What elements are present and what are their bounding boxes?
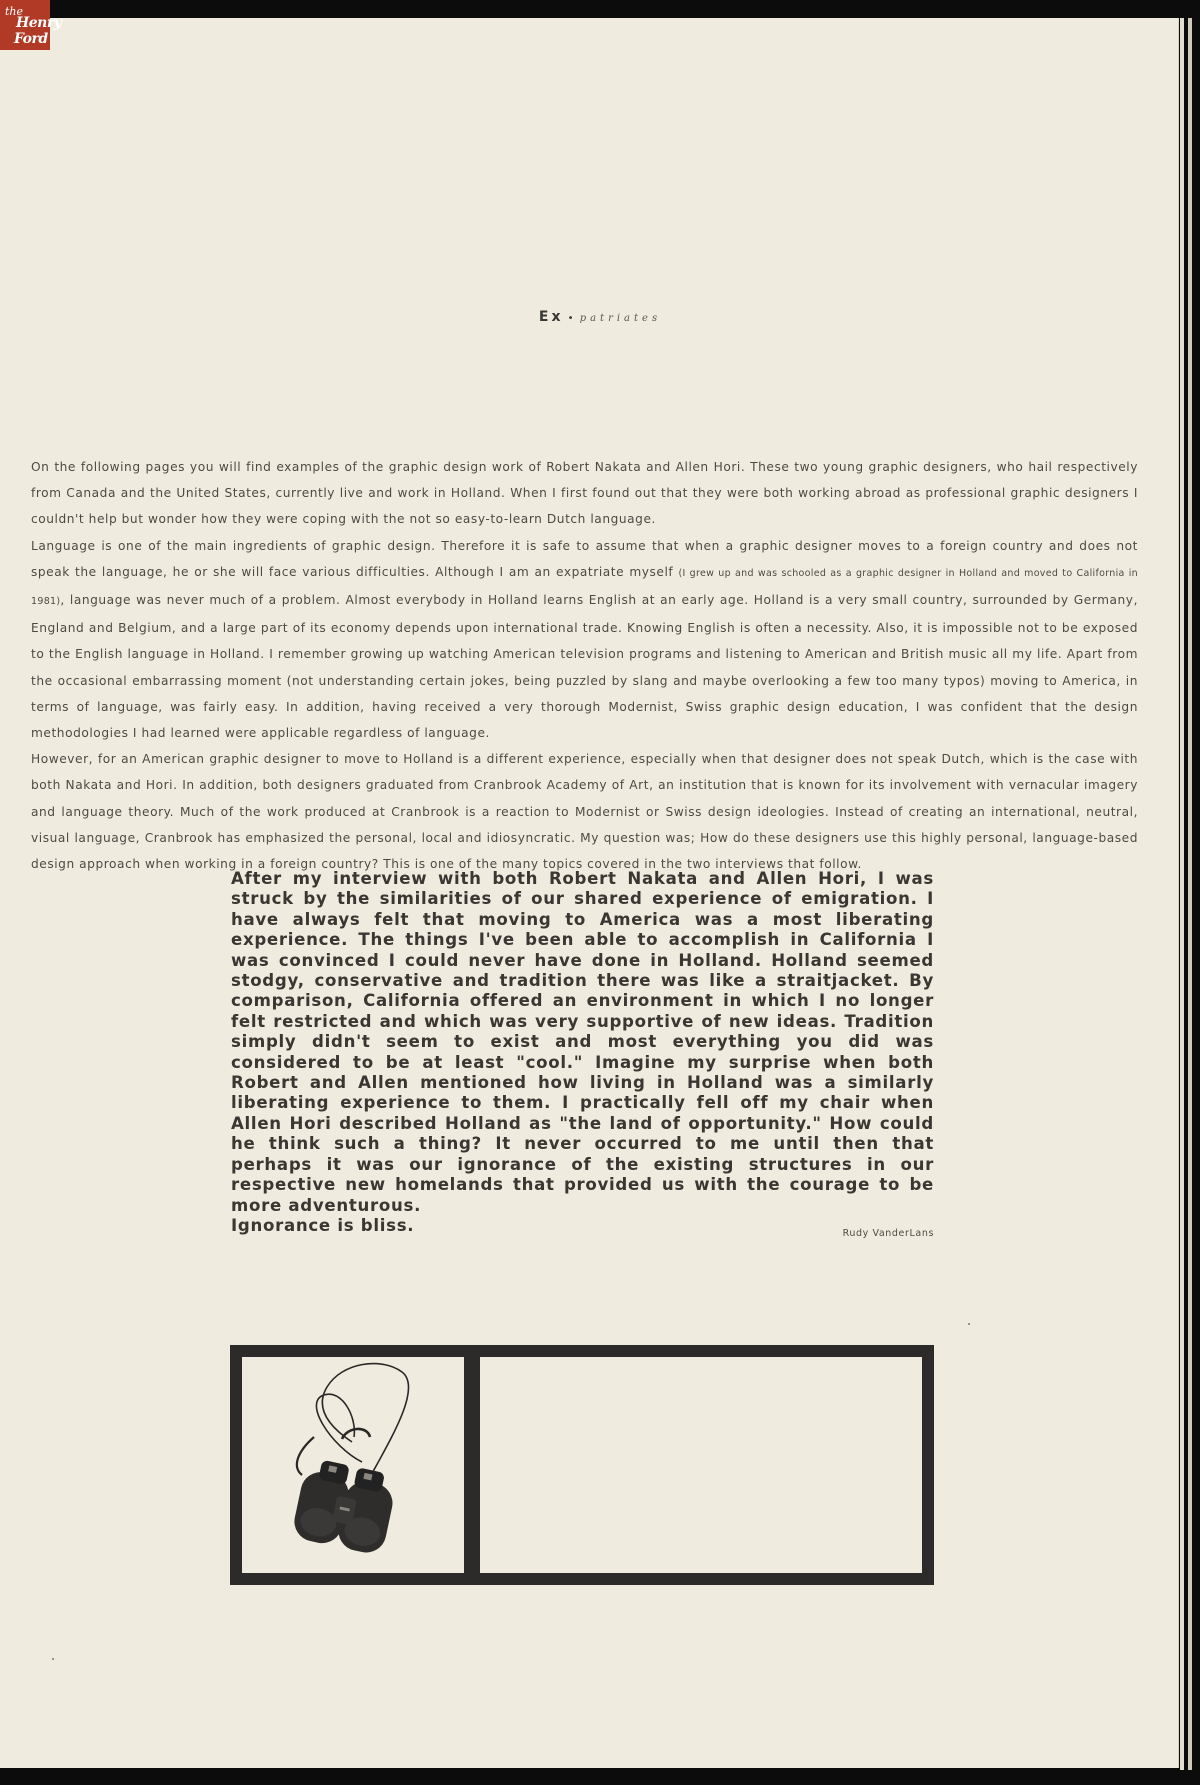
pull-quote bbox=[231, 869, 934, 1236]
header-prefix: Ex bbox=[538, 309, 564, 325]
page-edge bbox=[1180, 18, 1184, 1770]
header-suffix: patriates bbox=[579, 313, 662, 324]
paragraph-1: On the following pages you will find examples of the graphic design work of Robert Nakata and Allen Hori. These two young graphic designers, who hail respectively from Canada and the United States, currently live and work in Holland. When I first found out that they were both working abroad as professional graphic designers I couldn't help but wonder how they were coping with the not so easy-to-learn Dutch language. bbox=[31, 460, 1138, 527]
paragraph-2-end: , language was never much of a problem. Almost everybody in Holland learns English at an early age. Holland is a very small country, surrounded by Germany, England and Belgium, and a large part of its economy depends upon international trade. Knowing English is often a necessity. Also, it is impossible not to be exposed to the English language in Holland. I remember growing up watching American television programs and listening to American and British music all my life. Apart from the occasional embarrassing moment (not understanding certain jokes, being puzzled by slang and maybe overlooking a few too many typos) moving to America, in terms of language, was fairly easy. In addition, having received a very thorough Modernist, Swiss graphic design education, I was confident that the design methodologies I had learned were applicable regardless of language. bbox=[31, 593, 1138, 741]
page-edge bbox=[1188, 18, 1192, 1770]
section-header bbox=[0, 309, 1200, 325]
author-signature: Rudy VanderLans bbox=[842, 1228, 934, 1239]
paper-speck bbox=[968, 1323, 970, 1325]
logo-line-1: the bbox=[5, 5, 24, 18]
empty-panel bbox=[480, 1357, 922, 1573]
quote-main: After my interview with both Robert Nakata and Allen Hori, I was struck by the similarities of our shared experience of emigration. I have always felt that moving to America was a most liberating experience. The things I've been able to accomplish in California I was convinced I could never have done in Holland. Holland seemed stodgy, conservative and tradition there was like a straitjacket. By comparison, California offered an environment in which I no longer felt restricted and which was very supportive of new ideas. Tradition simply didn't seem to exist and most everything you did was considered to be at least "cool." Imagine my surprise when both Robert and Allen mentioned how living in Holland was a similarly liberating experience to them. I practically fell off my chair when Allen Hori described Holland as "the land of opportunity." How could he think such a thing? It never occurred to me until then that perhaps it was our ignorance of the existing structures in our respective new homelands that provided us with the courage to be more adventurous. bbox=[231, 869, 934, 1215]
intro-article bbox=[31, 454, 1138, 877]
binoculars-panel bbox=[242, 1357, 464, 1573]
paragraph-2 bbox=[31, 533, 1138, 747]
quote-end: Ignorance is bliss. bbox=[231, 1215, 415, 1235]
paper-speck bbox=[52, 1658, 54, 1660]
logo-line-3: Ford bbox=[14, 31, 48, 47]
paragraph-2-start: Language is one of the main ingredients of graphic design. Therefore it is safe to assume that when a graphic designer moves to a foreign country and does not speak the language, he or she will face various difficulties. Although I am an expatriate myself bbox=[31, 538, 1138, 579]
logo-line-2: Henry bbox=[16, 15, 62, 31]
henry-ford-logo bbox=[0, 0, 62, 50]
paragraph-2-aside: (I grew up and was schooled as a graphic designer in Holland and moved to California in 1981) bbox=[31, 567, 1139, 608]
binoculars-icon bbox=[242, 1357, 464, 1573]
paragraph-3: However, for an American graphic designer to move to Holland is a different experience, especially when that designer does not speak Dutch, which is the case with both Nakata and Hori. In addition, both designers graduated from Cranbrook Academy of Art, an institution that is known for its involvement with vernacular imagery and language theory. Much of the work produced at Cranbrook is a reaction to Modernist or Swiss design ideologies. Instead of creating an international, neutral, visual language, Cranbrook has emphasized the personal, local and idiosyncratic. My question was; How do these designers use this highly personal, language-based design approach when working in a foreign country? This is one of the many topics covered in the two interviews that follow. bbox=[31, 752, 1138, 872]
image-frame bbox=[230, 1345, 934, 1585]
header-separator: • bbox=[567, 313, 574, 324]
